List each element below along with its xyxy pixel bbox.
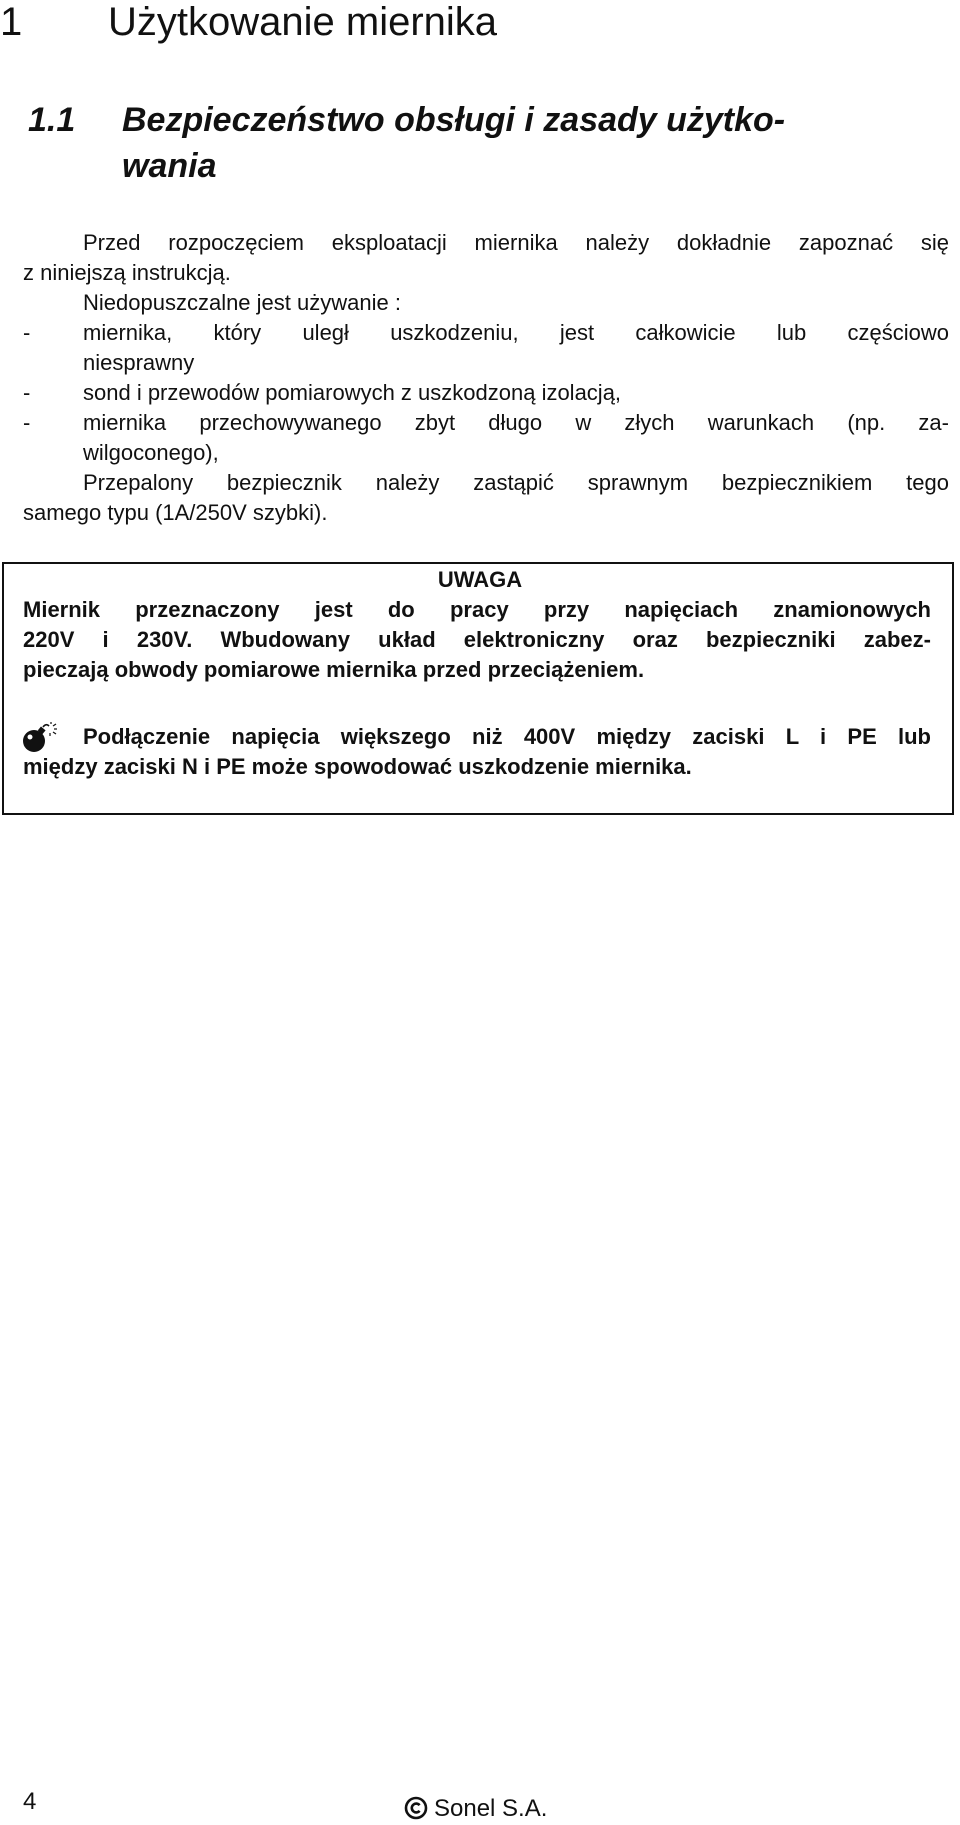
section-title-line2: wania: [122, 147, 217, 185]
overvoltage-line-2: między zaciski N i PE może spowodować uszkodzenie miernika.: [23, 754, 692, 779]
list-item-storage-line-2: wilgoconego),: [83, 440, 219, 465]
section-number: 1.1: [28, 101, 76, 139]
fuse-line-1: Przepalony bezpiecznik należy zastąpić sprawnym bezpiecznikiem tego: [83, 470, 949, 495]
page-number: 4: [23, 1788, 37, 1815]
list-item-probes: sond i przewodów pomiarowych z uszkodzoną izolacją,: [83, 380, 622, 405]
forbidden-title: Niedopuszczalne jest używanie :: [83, 290, 401, 315]
warning-text-line-1: Miernik przeznaczony jest do pracy przy napięciach znamionowych: [23, 597, 931, 622]
warning-title: UWAGA: [437, 567, 523, 592]
list-item-damaged-line-1: miernika, który uległ uszkodzeniu, jest całkowicie lub częściowo: [83, 320, 949, 345]
list-item-damaged-line-2: niesprawny: [83, 350, 195, 375]
chapter-heading: [0, 0, 497, 46]
list-dash: -: [23, 410, 31, 435]
chapter-title: Użytkowanie miernika: [108, 0, 498, 44]
list-dash: -: [23, 320, 31, 345]
footer-copyright: [404, 1795, 547, 1823]
section-title-line1: Bezpieczeństwo obsługi i zasady użytko-: [122, 101, 786, 139]
copyright-holder: Sonel S.A.: [434, 1795, 548, 1822]
bomb-icon: [22, 722, 58, 754]
intro-line-2: z niniejszą instrukcją.: [23, 260, 231, 285]
list-item-storage-line-1: miernika przechowywanego zbyt długo w złych warunkach (np. za-: [83, 410, 949, 435]
list-dash: -: [23, 380, 31, 405]
warning-text-line-2: 220V i 230V. Wbudowany układ elektroniczny oraz bezpieczniki zabez-: [23, 627, 931, 652]
copyright-icon: [404, 1796, 428, 1820]
overvoltage-line-1: Podłączenie napięcia większego niż 400V między zaciski L i PE lub: [83, 724, 931, 749]
intro-line-1: Przed rozpoczęciem eksploatacji miernika należy dokładnie zapoznać się: [83, 230, 949, 255]
section-heading: [28, 97, 928, 197]
chapter-number: 1: [0, 0, 23, 44]
fuse-line-2: samego typu (1A/250V szybki).: [23, 500, 328, 525]
warning-text-line-3: pieczają obwody pomiarowe miernika przed przeciążeniem.: [23, 657, 645, 682]
